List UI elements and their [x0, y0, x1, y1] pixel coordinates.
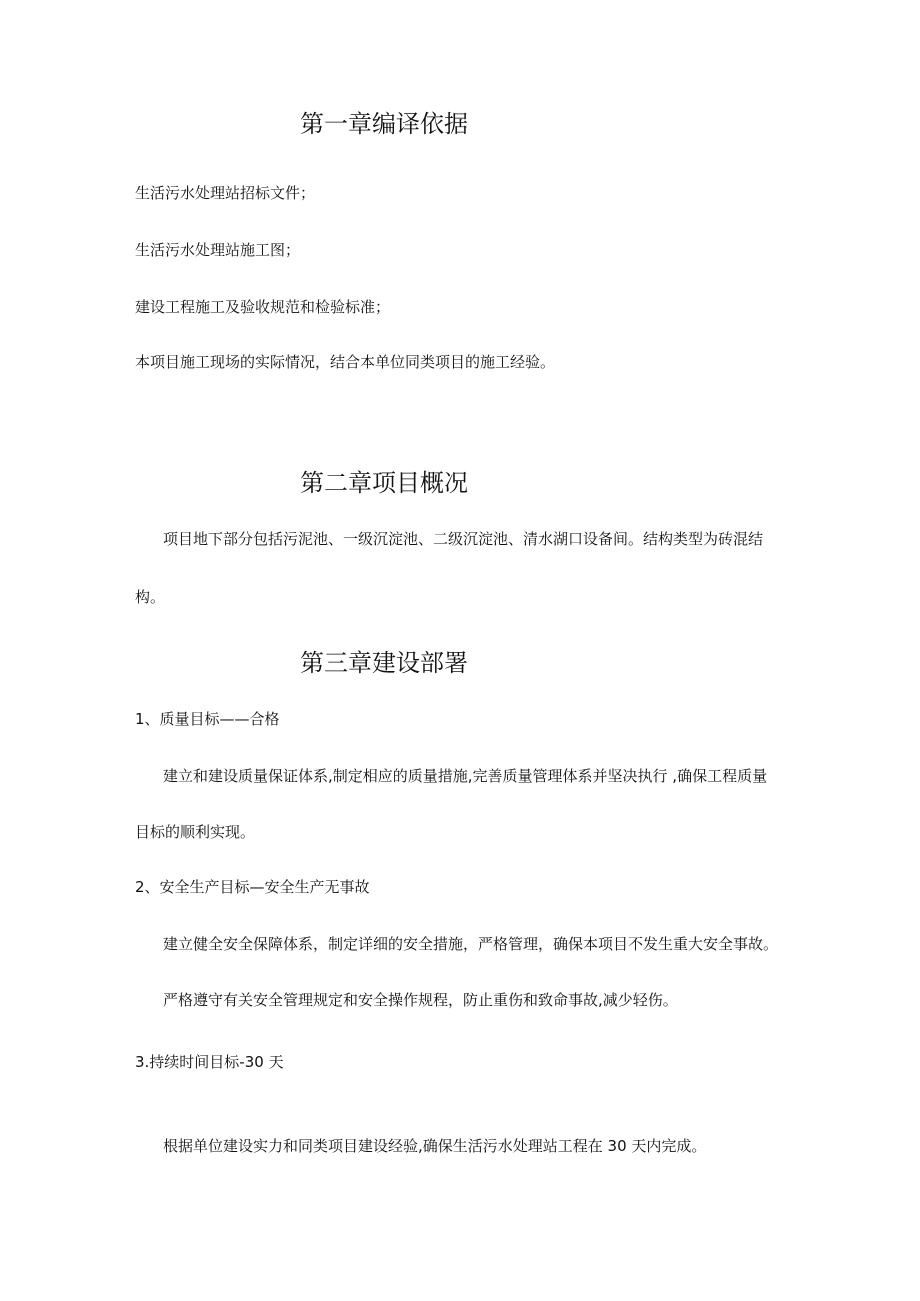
chapter2-paragraph-line1: 项目地下部分包括污泥池、一级沉淀池、二级沉淀池、清水湖口设备间。结构类型为砖混结 [163, 530, 764, 548]
section3-paragraph: 根据单位建设实力和同类项目建设经验,确保生活污水处理站工程在 30 天内完成。 [163, 1137, 707, 1155]
section3-heading: 3.持续时间目标-30 天 [135, 1053, 284, 1071]
section2-paragraph-2: 严格遵守有关安全管理规定和安全操作规程，防止重伤和致命事故,减少轻伤。 [163, 991, 678, 1009]
chapter1-title: 第一章编译依据 [300, 110, 468, 138]
section1-paragraph-line1: 建立和建设质量保证体系,制定相应的质量措施,完善质量管理体系并坚决执行 ,确保工程质量 [163, 767, 768, 785]
section2-heading: 2、安全生产目标—安全生产无事故 [135, 878, 370, 896]
chapter2-title: 第二章项目概况 [300, 469, 468, 497]
chapter1-item-3: 建设工程施工及验收规范和检验标准； [135, 298, 391, 316]
chapter1-item-4: 本项目施工现场的实际情况，结合本单位同类项目的施工经验。 [135, 353, 556, 371]
chapter3-title: 第三章建设部署 [300, 649, 468, 677]
section2-paragraph-1: 建立健全安全保障体系，制定详细的安全措施，严格管理，确保本项目不发生重大安全事故。 [163, 935, 779, 953]
section1-heading: 1、质量目标——合格 [135, 710, 280, 728]
chapter1-item-1: 生活污水处理站招标文件； [135, 184, 316, 202]
section1-paragraph-line2: 目标的顺利实现。 [135, 823, 256, 841]
chapter1-item-2: 生活污水处理站施工图； [135, 241, 301, 259]
chapter2-paragraph-line2: 构。 [135, 588, 166, 606]
